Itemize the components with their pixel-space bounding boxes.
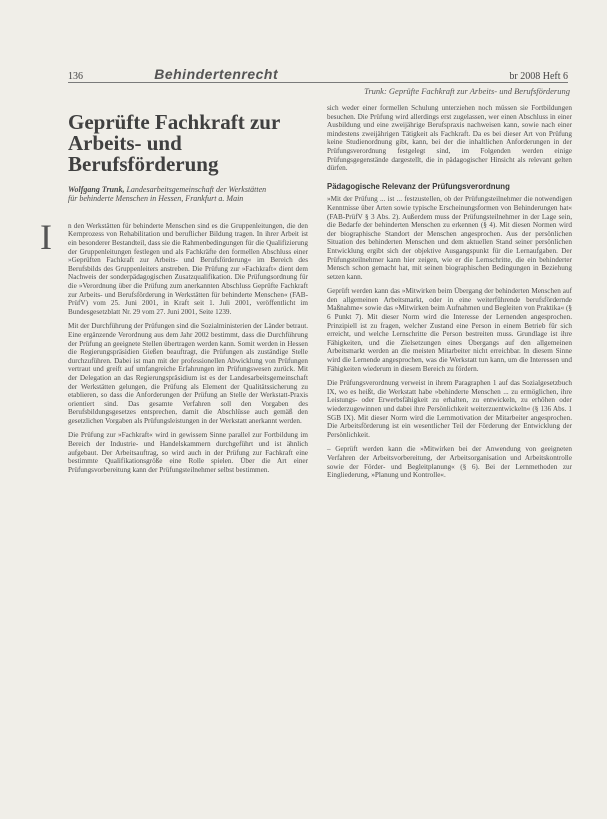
paragraph: sich weder einer formellen Schulung unterziehen noch müssen sie Fortbildungen besuchen. Die Prüfung wird allerdings erst zugelassen, wer einen Abschluss in einer Ausbildung und eine zweijährige Berufspraxis nachweisen kann, sowie nach einer mindestens zweijährigen Tätigkeit als Fachkraft. Da es bei dieser Art von Prüfung keine Studienordnung gibt, kann, bei der die inhaltlichen Anforderungen in der Prüfungsverordnung festgelegt sind, im Folgenden werden einige Prüfungsgegenstände dargestellt, die in pädagogischer Hinsicht als relevant gelten dürfen. <box>327 104 572 173</box>
right-column <box>327 104 572 486</box>
paragraph: »Mit der Prüfung ... ist ... festzustellen, ob der Prüfungsteilnehmer die notwendigen Kenntnisse über Arten sowie typische Erscheinungsformen von Behinderungen hat« (FAB-PrüfV § 3 Abs. 2). Außerdem muss der Prüfungsteilnehmer in der Lage sein, die Bedarfe der behinderten Menschen zu erkennen (§ 4). Mit diesen Normen wird der biographische Standort der Menschen angesprochen. Aus der persönlichen Situation des behinderten Menschen und dem aktuellen Stand seiner persönlichen Entwicklung ergibt sich der objektive Ausgangspunkt für die Lernaufgaben. Der Prüfungsteilnehmer kann hier zeigen, wie er die Lernschritte, die ein behinderter Mensch schon gemacht hat, mit seinen biographischen Bedingungen in Beziehung setzen kann. <box>327 195 572 281</box>
section-heading: Pädagogische Relevanz der Prüfungsverordnung <box>327 181 510 191</box>
author-affiliation: Landesarbeitsgemeinschaft der Werkstätten für behinderte Menschen in Hessen, Frankfurt a. Main <box>68 185 267 204</box>
paragraph: – Geprüft werden kann die »Mitwirken bei der Anwendung von geeigneten Verfahren der Arbeitsvorbereitung, der Arbeitsorganisation und Arbeitskontrolle sowie der Förder- und Begleitplanung« (§ 6). Bei der Lernmethoden zur Eingliederung, »Planung und Kontrolle«. <box>327 445 572 480</box>
paragraph: I n den Werkstätten für behinderte Menschen sind es die Gruppenleitungen, die den Kernprozess von Rehabilitation und beruflicher Bildung tragen. In ihrer Arbeit ist ein besonderer Bestandteil, dass sie die Rahmenbedingungen für die Qualifizierung der Gruppenleitungen festlegen und als Fachkräfte den formellen Abschluss einer »Geprüften Fachkraft zur Arbeits- und Berufsförderung« im Bereich des Berufsbilds des Gruppenleiters anstreben. Die Prüfung zur »Fachkraft« dient dem Nachweis der sonderpädagogischen Zusatzqualifikation. Die Prüfungsordnung für die »Verordnung über die Prüfung zum anerkannten Abschluss Geprüfte Fachkraft zur Arbeits- und Berufsförderung in Werkstätten für behinderte Menschen« (FAB-PrüfV) vom 25. Juni 2001, in Kraft seit 1. Juli 2001, veröffentlicht im Bundesgesetzblatt Nr. 29 vom 27. Juni 2001, Seite 1239. <box>40 216 308 316</box>
article-title: Geprüfte Fachkraft zur Arbeits- und Berufsförderung <box>68 110 280 176</box>
journal-masthead: Behindertenrecht <box>154 66 279 82</box>
paragraph: Geprüft werden kann das »Mitwirken beim Übergang der behinderten Menschen auf den allgemeinen Arbeitsmarkt, oder in eine weiterführende berufsfördernde Maßnahme« sowie das »Mitwirken beim Aufnahmen und Begleiten von Praktika« (§ 6 Punkt 7). Mit dieser Norm wird die Interesse der Lernenden angesprochen. Prinzipiell ist zu fragen, welcher Zustand eine Person in einem Betrieb für sich erreicht, und welche Lernschritte die Person bestreiten muss. Grundlage ist ihre Fähigkeiten, und die Zielsetzungen eines Übergangs auf den allgemeinen Arbeitsmarkt werden an die meisten Mitarbeiter nicht erreichbar. In diesem Sinne wird die Lernende angesprochen, was die Werkstatt tun kann, um die Interessen und Fähigkeiten wiederum in diesem Bereich zu fördern. <box>327 287 572 373</box>
paragraph: Die Prüfung zur »Fachkraft« wird in gewissem Sinne parallel zur Fortbildung im Bereich der Industrie- und Handelskammern durchgeführt und ist ähnlich aufgebaut. Der Arbeitsauftrag, so wird auch in der Prüfung zur Fachkraft eine bestimmte Qualifikationsgröße eine Rolle spielen. Über die Art einer Prüfungsvorbereitung kann der Prüfungsteilnehmer selbst bestimmen. <box>68 431 308 474</box>
lead-paragraph <box>40 216 308 317</box>
page-number: 136 <box>68 71 83 82</box>
running-head: Trunk: Geprüfte Fachkraft zur Arbeits- und Berufsförderung <box>364 86 570 96</box>
author-name: Wolfgang Trunk, <box>68 185 125 194</box>
author-line <box>68 185 268 204</box>
issue-label: br 2008 Heft 6 <box>509 71 568 82</box>
paragraph: Mit der Durchführung der Prüfungen sind die Sozialministerien der Länder betraut. Eine ergänzende Verordnung aus dem Jahr 2002 bestimmt, dass die Durchführung der Prüfung an geeignete Stellen übertragen werden kann. Somit werden in Hessen die Regierungspräsidien Gießen beauftragt, die Prüfungen als zuständige Stelle durchzuführen. Dabei ist man mit der professionellen Abwicklung von Prüfungen vertraut und greift auf umfangreiche Erfahrungen im Prüfungswesen zurück. Mit der Delegation an das Regierungspräsidium ist es der Landesarbeitsgemeinschaft der Werkstätten gelungen, die Prüfung als Element der Qualitätssicherung zu etablieren, so dass die Anforderungen der Prüfung an Stelle der Werkstatt-Praxis orientiert sind. Das gesamte Verfahren soll den Vorgaben des Berufsbildungsgesetzes entsprechen, damit die Abschlüsse auch gemäß den gesetzlichen Vorgaben als Prüfungsleistungen in der Werkstatt anerkannt werden. <box>68 322 308 425</box>
left-column <box>40 104 308 480</box>
drop-cap: I <box>40 216 52 257</box>
paragraph: Die Prüfungsverordnung verweist in ihrem Paragraphen 1 auf das Sozialgesetzbuch IX, wo es heißt, die Werkstatt habe »behinderte Menschen ... zu ermöglichen, ihre Leistungs- oder Erwerbsfähigkeit zu erhalten, zu entwickeln, zu erhöhen oder wiederzugewinnen und dabei ihre Persönlichkeit weiterzuentwickeln« (§ 136 Abs. 1 SGB IX). Mit dieser Norm wird die Lernmotivation der Mitarbeiter angesprochen. Die Arbeitsförderung ist ein wesentlicher Teil der Förderung der Entwicklung der Persönlichkeit. <box>327 379 572 439</box>
page-header <box>68 66 568 83</box>
